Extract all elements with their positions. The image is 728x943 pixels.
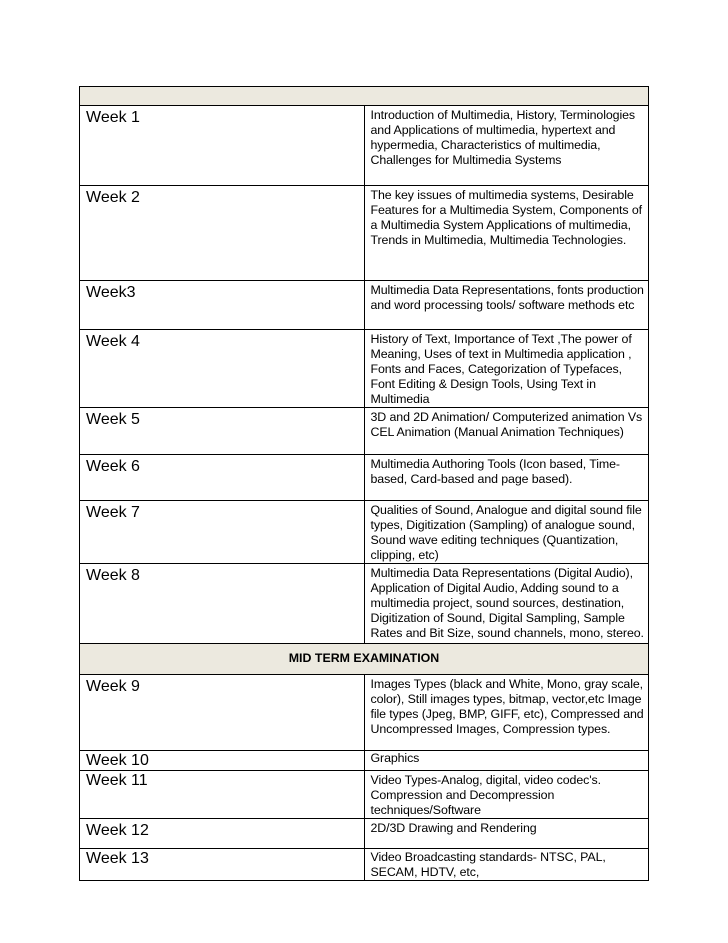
header-cell xyxy=(80,87,649,106)
week-cell: Week 6 xyxy=(80,455,365,501)
week-cell: Week3 xyxy=(80,281,365,330)
course-schedule-table xyxy=(79,86,649,881)
table-row xyxy=(80,281,649,330)
topic-cell: 2D/3D Drawing and Rendering xyxy=(364,819,649,849)
topic-cell: Video Broadcasting standards- NTSC, PAL, SECAM, HDTV, etc, xyxy=(364,849,649,881)
week-cell: Week 7 xyxy=(80,501,365,564)
topic-cell: Qualities of Sound, Analogue and digital sound file types, Digitization (Sampling) of analogue sound, Sound wave editing techniques (Quantization, clipping, etc) xyxy=(364,501,649,564)
table-row xyxy=(80,408,649,455)
table-row xyxy=(80,330,649,408)
midterm-label: MID TERM EXAMINATION xyxy=(80,644,649,675)
midterm-row xyxy=(80,644,649,675)
topic-cell: History of Text, Importance of Text ,The power of Meaning, Uses of text in Multimedia application , Fonts and Faces, Categorization of Typefaces, Font Editing & Design Tools, Using Text in Multimedia xyxy=(364,330,649,408)
week-cell: Week 10 xyxy=(80,751,365,771)
table-row xyxy=(80,849,649,881)
week-cell: Week 8 xyxy=(80,564,365,644)
table-row xyxy=(80,455,649,501)
week-cell: Week 1 xyxy=(80,106,365,186)
week-cell: Week 12 xyxy=(80,819,365,849)
topic-cell: Video Types-Analog, digital, video codec's. Compression and Decompression techniques/Software xyxy=(364,771,649,819)
week-cell: Week 13 xyxy=(80,849,365,881)
table-row xyxy=(80,819,649,849)
table-row xyxy=(80,771,649,819)
topic-cell: Images Types (black and White, Mono, gray scale, color), Still images types, bitmap, vector,etc Image file types (Jpeg, BMP, GIFF, etc), Compressed and Uncompressed Images, Compression types. xyxy=(364,675,649,751)
topic-cell: Multimedia Data Representations, fonts production and word processing tools/ software methods etc xyxy=(364,281,649,330)
topic-cell: Introduction of Multimedia, History, Terminologies and Applications of multimedia, hypertext and hypermedia, Characteristics of multimedia, Challenges for Multimedia Systems xyxy=(364,106,649,186)
topic-cell: Multimedia Authoring Tools (Icon based, Time-based, Card-based and page based). xyxy=(364,455,649,501)
week-cell: Week 11 xyxy=(80,771,365,819)
topic-cell: 3D and 2D Animation/ Computerized animation Vs CEL Animation (Manual Animation Techniques) xyxy=(364,408,649,455)
table-header-row xyxy=(80,87,649,106)
week-cell: Week 4 xyxy=(80,330,365,408)
topic-cell: The key issues of multimedia systems, Desirable Features for a Multimedia System, Components of a Multimedia System Applications of multimedia, Trends in Multimedia, Multimedia Technologies. xyxy=(364,186,649,281)
table-row xyxy=(80,186,649,281)
topic-cell: Multimedia Data Representations (Digital Audio), Application of Digital Audio, Adding sound to a multimedia project, sound sources, destination, Digitization of Sound, Digital Sampling, Sample Rates and Bit Size, sound channels, mono, stereo. xyxy=(364,564,649,644)
table-row xyxy=(80,564,649,644)
table-row xyxy=(80,675,649,751)
table-row xyxy=(80,751,649,771)
topic-cell: Graphics xyxy=(364,751,649,771)
week-cell: Week 9 xyxy=(80,675,365,751)
table-row xyxy=(80,106,649,186)
week-cell: Week 5 xyxy=(80,408,365,455)
table-row xyxy=(80,501,649,564)
week-cell: Week 2 xyxy=(80,186,365,281)
